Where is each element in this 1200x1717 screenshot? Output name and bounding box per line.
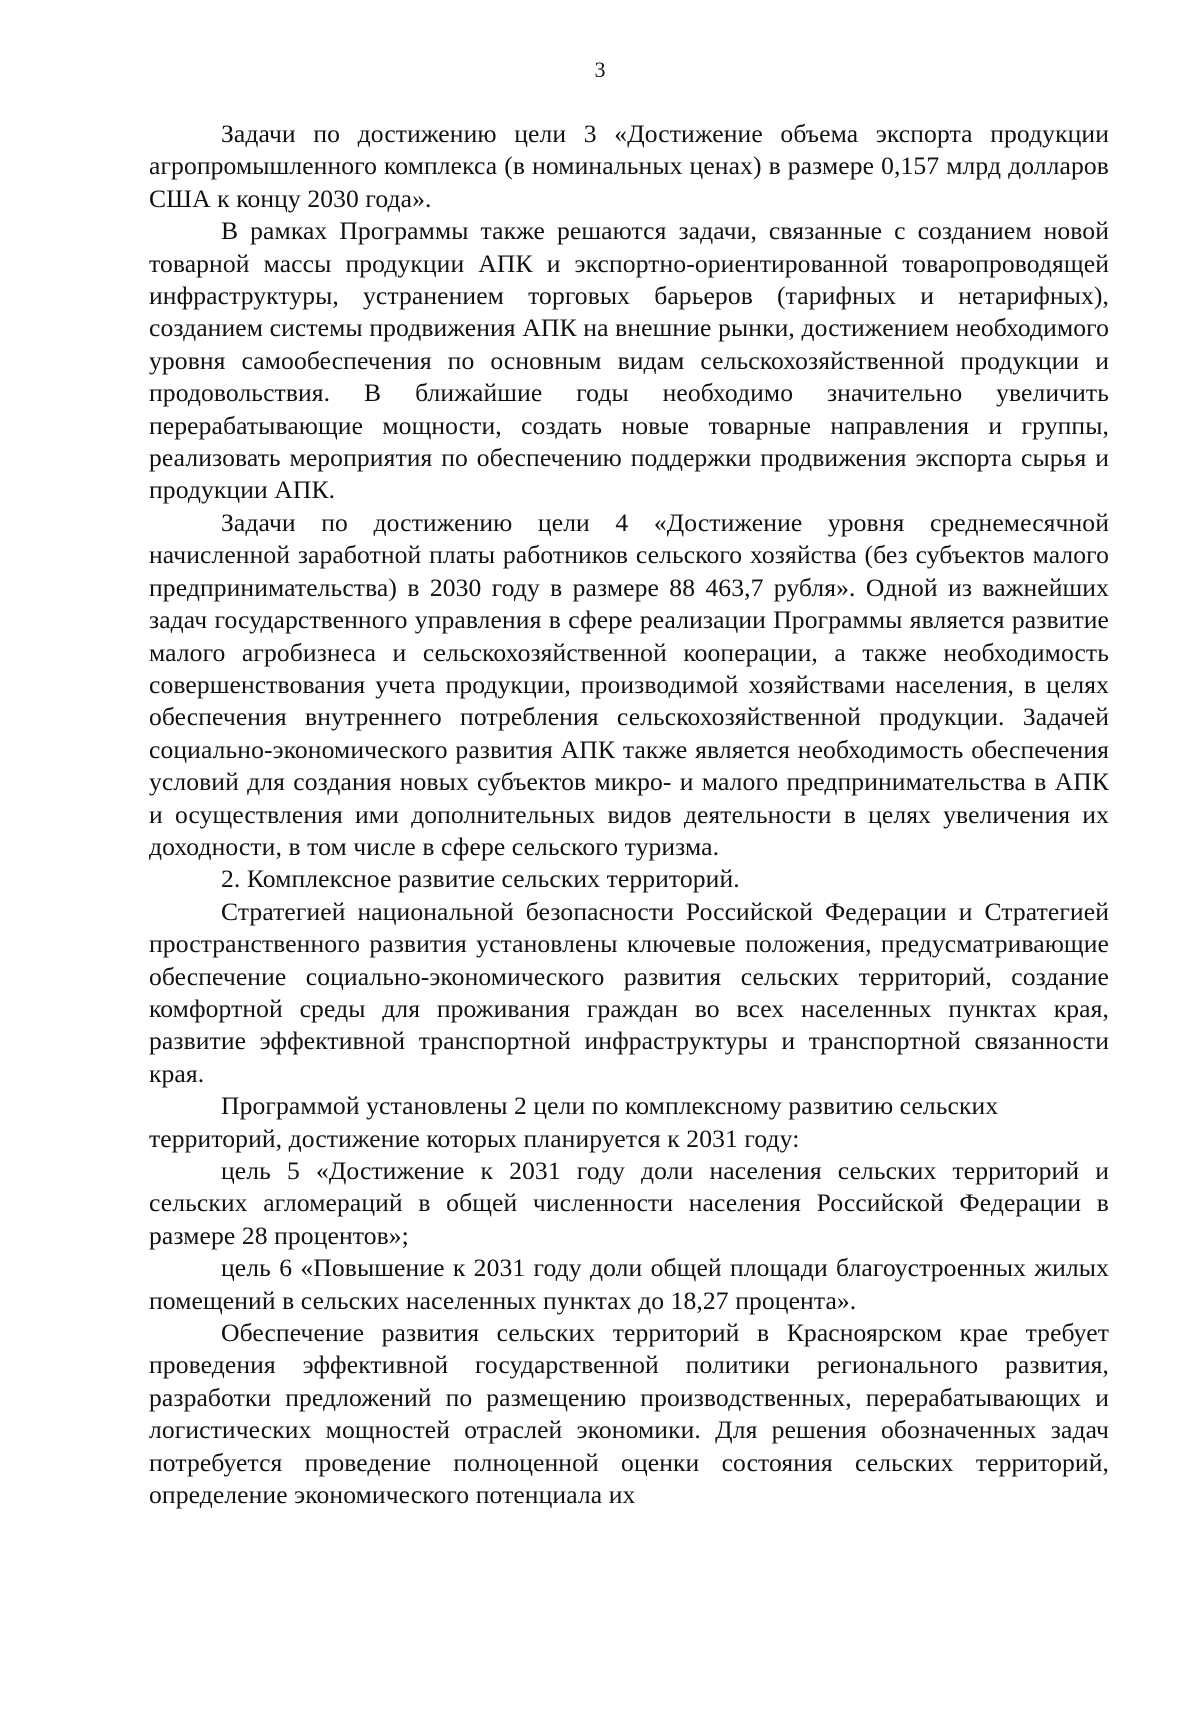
paragraph-goal-5: цель 5 «Достижение к 2031 году доли населения сельских территорий и сельских агломераций в общей численности населения Российской Федерации в размере 28 процентов»;: [149, 1156, 1109, 1250]
page-number: 3: [594, 57, 606, 82]
document-body: [149, 118, 1109, 1511]
paragraph-program-goals: Программой установлены 2 цели по комплексному развитию сельских территорий, достижение которых планируется к 2031 году:: [149, 1091, 999, 1153]
section-heading-rural-development: 2. Комплексное развитие сельских территорий.: [221, 864, 740, 894]
paragraph-strategy: Стратегией национальной безопасности Российской Федерации и Стратегией пространственного развития установлены ключевые положения, предусматривающие обеспечение социально-экономического развития сельских территорий, создание комфортной среды для проживания граждан во всех населенных пунктах края, развитие эффективной транспортной инфраструктуры и транспортной связанности края.: [149, 896, 1109, 1088]
paragraph-goal-3-tasks: Задачи по достижению цели 3 «Достижение объема экспорта продукции агропромышленного комплекса (в номинальных ценах) в размере 0,157 млрд долларов США к концу 2030 года».: [149, 119, 1109, 213]
paragraph-program-tasks: В рамках Программы также решаются задачи, связанные с созданием новой товарной массы продукции АПК и экспортно-ориентированной товаропроводящей инфраструктуры, устранением торговых барьеров (тарифных и нетарифных), созданием системы продвижения АПК на внешние рынки, достижением необходимого уровня самообеспечения по основным видам сельскохозяйственной продукции и продовольствия. В ближайшие годы необходимо значительно увеличить перерабатывающие мощности, создать новые товарные направления и группы, реализовать мероприятия по обеспечению поддержки продвижения экспорта сырья и продукции АПК.: [149, 216, 1109, 505]
paragraph-goal-6: цель 6 «Повышение к 2031 году доли общей площади благоустроенных жилых помещений в сельских населенных пунктах до 18,27 процента».: [149, 1253, 1109, 1315]
paragraph-krasnoyarsk-development: Обеспечение развития сельских территорий в Красноярском крае требует проведения эффективной государственной политики регионального развития, разработки предложений по размещению производственных, перерабатывающих и логистических мощностей отраслей экономики. Для решения обозначенных задач потребуется проведение полноценной оценки состояния сельских территорий, определение экономического потенциала их: [149, 1318, 1109, 1510]
paragraph-goal-4-tasks: Задачи по достижению цели 4 «Достижение уровня среднемесячной начисленной заработной платы работников сельского хозяйства (без субъектов малого предпринимательства) в 2030 году в размере 88 463,7 рубля». Одной из важнейших задач государственного управления в сфере реализации Программы является развитие малого агробизнеса и сельскохозяйственной кооперации, а также необходимость совершенствования учета продукции, производимой хозяйствами населения, в целях обеспечения внутреннего потребления сельскохозяйственной продукции. Задачей социально-экономического развития АПК также является необходимость обеспечения условий для создания новых субъектов микро- и малого предпринимательства в АПК и осуществления ими дополнительных видов деятельности в целях увеличения их доходности, в том числе в сфере сельского туризма.: [149, 507, 1109, 861]
